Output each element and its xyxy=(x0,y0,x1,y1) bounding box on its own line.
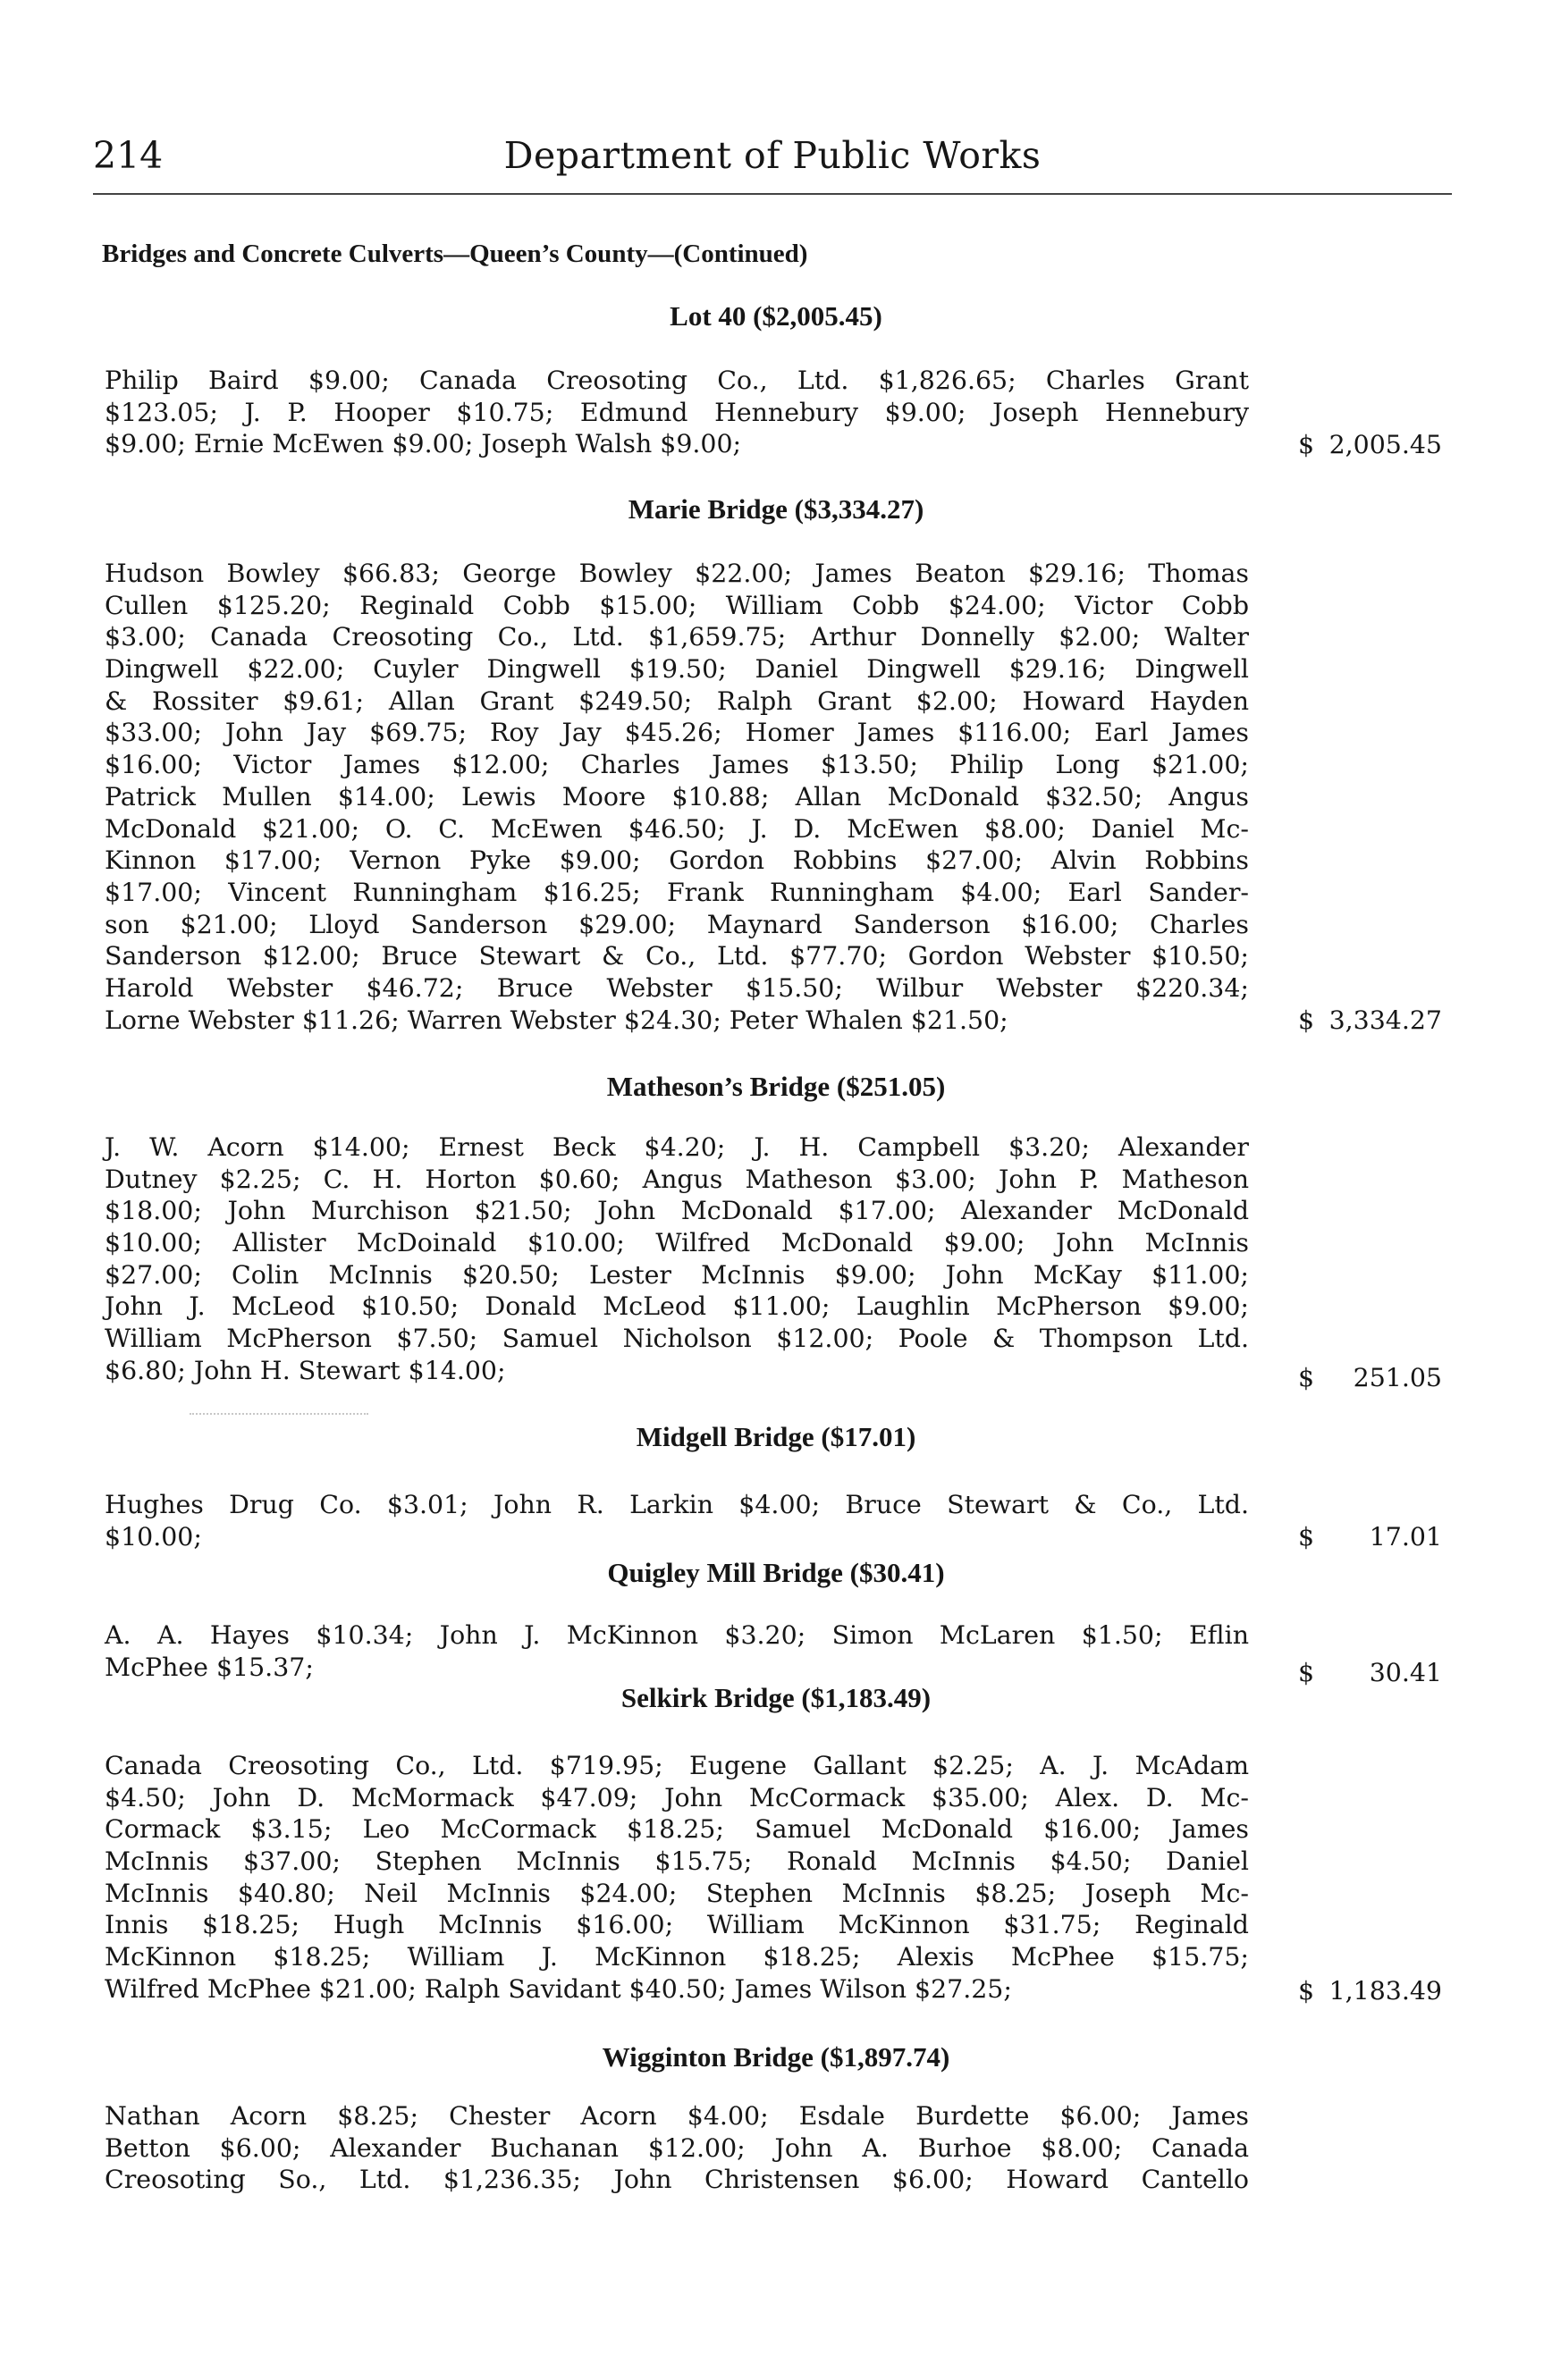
text-line: McInnis $40.80; Neil McInnis $24.00; Stephen McInnis $8.25; Joseph Mc- xyxy=(105,1878,1249,1908)
text-line: Creosoting So., Ltd. $1,236.35; John Christensen $6.00; Howard Cantello xyxy=(105,2165,1249,2195)
dollar-sign: $ xyxy=(1298,1658,1315,1687)
entry-total-selkirk-bridge xyxy=(1298,1975,1442,2007)
total-amount: 2,005.45 xyxy=(1328,430,1442,459)
entry-text-marie-bridge xyxy=(105,558,1249,1036)
page-header xyxy=(93,134,1452,188)
text-line: $33.00; John Jay $69.75; Roy Jay $45.26; Homer James $116.00; Earl James xyxy=(105,718,1249,748)
total-amount: 30.41 xyxy=(1369,1658,1442,1687)
total-amount: 251.05 xyxy=(1353,1363,1442,1392)
text-line: McDonald $21.00; O. C. McEwen $46.50; J. D. McEwen $8.00; Daniel Mc- xyxy=(105,813,1249,844)
text-line: $4.50; John D. McMormack $47.09; John McCormack $35.00; Alex. D. Mc- xyxy=(105,1782,1249,1812)
text-line: $27.00; Colin McInnis $20.50; Lester McInnis $9.00; John McKay $11.00; xyxy=(105,1259,1249,1290)
entry-heading-midgell-bridge: Midgell Bridge ($17.01) xyxy=(636,1421,916,1452)
entry-heading-wigginton-bridge: Wigginton Bridge ($1,897.74) xyxy=(602,2041,950,2073)
entry-heading-quigley-mill-bridge: Quigley Mill Bridge ($30.41) xyxy=(607,1557,945,1588)
dollar-sign: $ xyxy=(1298,1005,1315,1035)
text-line: Innis $18.25; Hugh McInnis $16.00; William McKinnon $31.75; Reginald xyxy=(105,1910,1249,1940)
entry-total-marie-bridge xyxy=(1298,1005,1442,1037)
text-line: John J. McLeod $10.50; Donald McLeod $11.00; Laughlin McPherson $9.00; xyxy=(105,1291,1249,1322)
total-amount: 17.01 xyxy=(1369,1522,1442,1552)
text-line: Dutney $2.25; C. H. Horton $0.60; Angus Matheson $3.00; John P. Matheson xyxy=(105,1164,1249,1194)
entry-text-quigley-mill-bridge xyxy=(105,1619,1249,1683)
text-line: son $21.00; Lloyd Sanderson $29.00; Maynard Sanderson $16.00; Charles xyxy=(105,909,1249,939)
text-line: A. A. Hayes $10.34; John J. McKinnon $3.20; Simon McLaren $1.50; Eflin xyxy=(105,1620,1249,1650)
header-rule xyxy=(93,193,1452,195)
text-line: Canada Creosoting Co., Ltd. $719.95; Eugene Gallant $2.25; A. J. McAdam xyxy=(105,1751,1249,1780)
text-line: Betton $6.00; Alexander Buchanan $12.00; John A. Burhoe $8.00; Canada xyxy=(105,2132,1249,2163)
text-line: Philip Baird $9.00; Canada Creosoting Co., Ltd. $1,826.65; Charles Grant xyxy=(105,366,1249,395)
page-number: 214 xyxy=(93,134,164,177)
text-line: $16.00; Victor James $12.00; Charles James $13.50; Philip Long $21.00; xyxy=(105,750,1249,780)
entry-total-midgell-bridge xyxy=(1298,1521,1442,1553)
entry-heading-selkirk-bridge: Selkirk Bridge ($1,183.49) xyxy=(620,1682,932,1713)
text-line: $9.00; Ernie McEwen $9.00; Joseph Walsh $9.00; xyxy=(105,429,742,459)
dollar-sign: $ xyxy=(1298,430,1315,459)
dollar-sign: $ xyxy=(1298,1522,1315,1552)
text-line: Lorne Webster $11.26; Warren Webster $24.30; Peter Whalen $21.50; xyxy=(105,1005,1008,1035)
entry-heading-lot-40: Lot 40 ($2,005.45) xyxy=(670,300,882,332)
running-title: Department of Public Works xyxy=(503,134,1042,177)
text-line: $10.00; xyxy=(105,1521,202,1552)
entry-total-lot-40 xyxy=(1298,429,1442,461)
text-line: Wilfred McPhee $21.00; Ralph Savidant $40.50; James Wilson $27.25; xyxy=(105,1973,1012,2004)
total-amount: 3,334.27 xyxy=(1328,1005,1442,1035)
text-line: $123.05; J. P. Hooper $10.75; Edmund Hennebury $9.00; Joseph Hennebury xyxy=(105,397,1249,427)
dollar-sign: $ xyxy=(1298,1363,1315,1392)
entry-heading-mathesons-bridge: Matheson’s Bridge ($251.05) xyxy=(606,1071,946,1102)
text-line: McPhee $15.37; xyxy=(105,1652,314,1682)
text-line: & Rossiter $9.61; Allan Grant $249.50; Ralph Grant $2.00; Howard Hayden xyxy=(105,685,1249,716)
text-line: Harold Webster $46.72; Bruce Webster $15.50; Wilbur Webster $220.34; xyxy=(105,972,1249,1003)
text-line: Hudson Bowley $66.83; George Bowley $22.00; James Beaton $29.16; Thomas xyxy=(105,559,1249,588)
text-line: Patrick Mullen $14.00; Lewis Moore $10.88; Allan McDonald $32.50; Angus xyxy=(105,781,1249,812)
text-line: Hughes Drug Co. $3.01; John R. Larkin $4.00; Bruce Stewart & Co., Ltd. xyxy=(105,1490,1249,1519)
total-amount: 1,183.49 xyxy=(1328,1976,1442,2006)
text-line: J. W. Acorn $14.00; Ernest Beck $4.20; J. H. Campbell $3.20; Alexander xyxy=(105,1132,1249,1162)
entry-text-midgell-bridge xyxy=(105,1489,1249,1552)
text-line: $10.00; Allister McDoinald $10.00; Wilfred McDonald $9.00; John McInnis xyxy=(105,1228,1249,1258)
text-line: Cullen $125.20; Reginald Cobb $15.00; William Cobb $24.00; Victor Cobb xyxy=(105,590,1249,620)
text-line: $17.00; Vincent Runningham $16.25; Frank Runningham $4.00; Earl Sander- xyxy=(105,877,1249,907)
text-line: Sanderson $12.00; Bruce Stewart & Co., Ltd. $77.70; Gordon Webster $10.50; xyxy=(105,941,1249,971)
entry-text-wigginton-bridge xyxy=(105,2100,1249,2196)
entry-text-lot-40 xyxy=(105,365,1249,460)
section-title: Bridges and Concrete Culverts—Queen’s County—(Continued) xyxy=(102,240,808,268)
text-line: $18.00; John Murchison $21.50; John McDonald $17.00; Alexander McDonald xyxy=(105,1196,1249,1226)
dollar-sign: $ xyxy=(1298,1976,1315,2006)
text-line: Dingwell $22.00; Cuyler Dingwell $19.50; Daniel Dingwell $29.16; Dingwell xyxy=(105,654,1249,685)
text-line: Cormack $3.15; Leo McCormack $18.25; Samuel McDonald $16.00; James xyxy=(105,1814,1249,1845)
entry-text-mathesons-bridge xyxy=(105,1131,1249,1387)
text-line: $6.80; John H. Stewart $14.00; xyxy=(105,1355,506,1385)
entry-text-selkirk-bridge xyxy=(105,1750,1249,2006)
text-line: McKinnon $18.25; William J. McKinnon $18.25; Alexis McPhee $15.75; xyxy=(105,1942,1249,1972)
text-line: Kinnon $17.00; Vernon Pyke $9.00; Gordon Robbins $27.00; Alvin Robbins xyxy=(105,845,1249,876)
text-line: $3.00; Canada Creosoting Co., Ltd. $1,659.75; Arthur Donnelly $2.00; Walter xyxy=(105,622,1249,652)
entry-heading-marie-bridge: Marie Bridge ($3,334.27) xyxy=(628,493,924,525)
text-line: Nathan Acorn $8.25; Chester Acorn $4.00; Esdale Burdette $6.00; James xyxy=(105,2101,1249,2131)
text-line: William McPherson $7.50; Samuel Nicholson $12.00; Poole & Thompson Ltd. xyxy=(105,1324,1249,1354)
text-line: McInnis $37.00; Stephen McInnis $15.75; Ronald McInnis $4.50; Daniel xyxy=(105,1846,1249,1877)
entry-total-mathesons-bridge xyxy=(1298,1362,1442,1394)
